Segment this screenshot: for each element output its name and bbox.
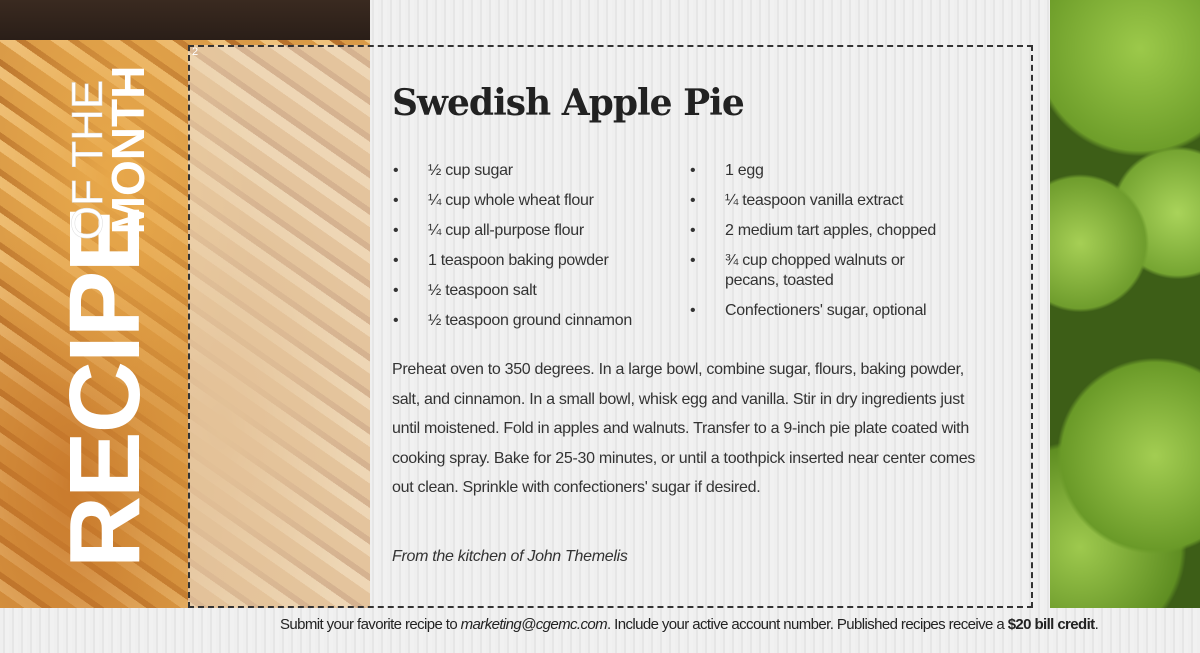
ingredient: • ¾ cup chopped walnuts or pecans, toasted: [690, 251, 930, 291]
ingredient: • Confectioners' sugar, optional: [690, 301, 980, 321]
ingredient: • ¼ cup whole wheat flour: [393, 191, 683, 211]
ingredients-list-right: [690, 161, 980, 331]
email-link[interactable]: marketing@cgemc.com: [460, 616, 608, 633]
ingredient: • 1 teaspoon baking powder: [393, 251, 683, 271]
footer-text-2: . Include your active account number. Published recipes receive a: [607, 616, 1008, 633]
attribution: From the kitchen of John Themelis: [392, 548, 628, 565]
banner-of-the: OF THE: [63, 79, 112, 241]
ingredient: • ½ cup sugar: [393, 161, 683, 181]
recipe-title: Swedish Apple Pie: [392, 82, 744, 124]
footer: [0, 608, 1200, 653]
ingredient: • 1 egg: [690, 161, 980, 181]
footer-text-1: Submit your favorite recipe to: [280, 616, 461, 633]
ingredient: • ½ teaspoon salt: [393, 281, 683, 301]
green-apples-photo: [1050, 0, 1200, 608]
ingredient: • ¼ teaspoon vanilla extract: [690, 191, 980, 211]
ingredient: • 2 medium tart apples, chopped: [690, 221, 980, 241]
card-number: 2: [192, 46, 199, 58]
ingredient: • ½ teaspoon ground cinnamon: [393, 311, 683, 331]
credit-amount: $20 bill credit: [1007, 616, 1095, 633]
recipe-of-the-month-banner: [0, 0, 190, 608]
ingredients-list-left: [393, 161, 683, 341]
footer-text: [280, 616, 1098, 633]
ingredient: • ¼ cup all-purpose flour: [393, 221, 683, 241]
banner-month: MONTH: [102, 65, 154, 235]
footer-text-3: .: [1094, 616, 1099, 633]
banner-recipe: RECIPE: [49, 207, 161, 569]
instructions: Preheat oven to 350 degrees. In a large bowl, combine sugar, flours, baking powder, salt, and cinnamon. In a small bowl, whisk egg and vanilla. Stir in dry ingredients just until moistened. Fold in apples and walnuts. Transfer to a 9-inch pie plate coated with cooking spray. Bake for 25-30 minutes, or until a toothpick inserted near center comes out clean. Sprinkle with confectioners' sugar if desired.: [392, 361, 976, 496]
